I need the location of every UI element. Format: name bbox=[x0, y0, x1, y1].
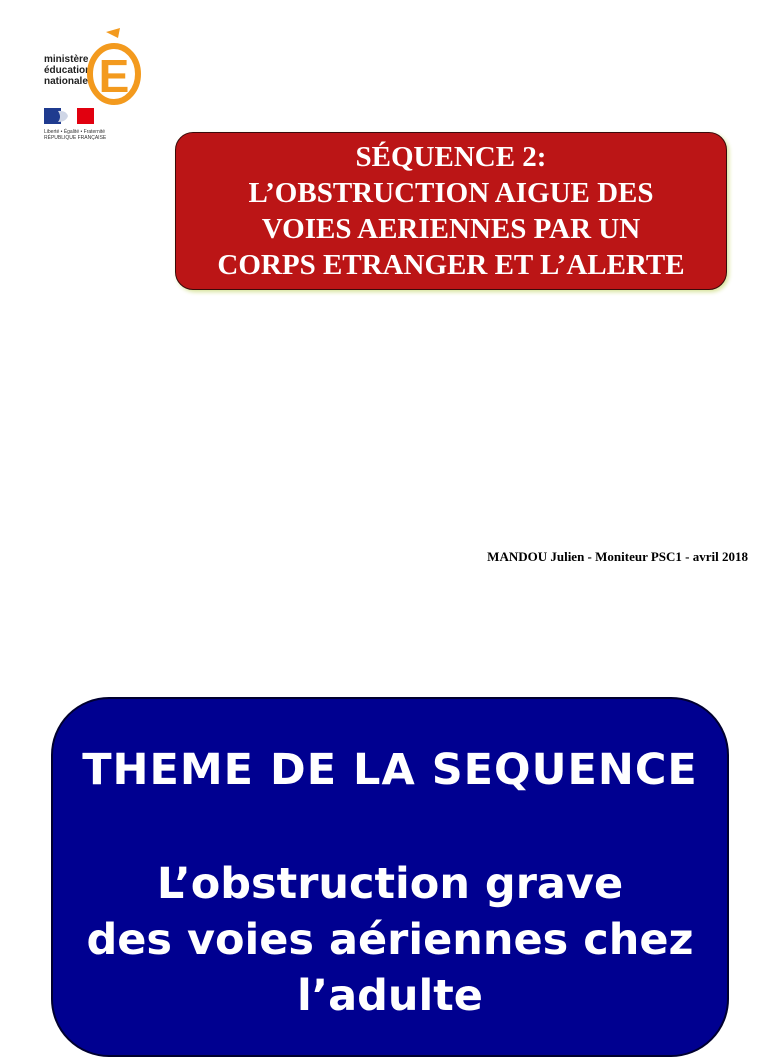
theme-title: THEME DE LA SEQUENCE bbox=[82, 745, 698, 795]
republic-name: RÉPUBLIQUE FRANÇAISE bbox=[44, 135, 107, 141]
sequence-title-line-2: L’OBSTRUCTION AIGUE DES bbox=[248, 177, 654, 209]
theme-box bbox=[51, 697, 729, 1057]
ministere-logo bbox=[44, 26, 154, 141]
republic-caption bbox=[44, 129, 106, 141]
theme-subtitle-line-2: des voies aériennes chez bbox=[86, 915, 694, 965]
marianne-flag-icon bbox=[44, 108, 94, 128]
republic-motto: Liberté • Égalité • Fraternité bbox=[44, 129, 106, 135]
sequence-title-line-1: SÉQUENCE 2: bbox=[355, 141, 547, 173]
svg-text:E: E bbox=[98, 50, 130, 102]
theme-subtitle bbox=[53, 856, 727, 1024]
theme-subtitle-line-3: l’adulte bbox=[297, 971, 483, 1021]
sequence-title-line-3: VOIES AERIENNES PAR UN bbox=[261, 213, 641, 245]
author-credit: MANDOU Julien - Moniteur PSC1 - avril 2018 bbox=[487, 549, 748, 564]
sequence-title-box bbox=[175, 132, 727, 290]
orange-e-logo-icon bbox=[80, 26, 142, 106]
logo-line-education: éducation bbox=[44, 65, 92, 76]
logo-line-nationale: nationale bbox=[44, 76, 88, 87]
sequence-title-line-4: CORPS ETRANGER ET L’ALERTE bbox=[217, 249, 685, 281]
logo-line-ministere: ministère bbox=[44, 54, 89, 65]
theme-subtitle-line-1: L’obstruction grave bbox=[156, 859, 624, 909]
